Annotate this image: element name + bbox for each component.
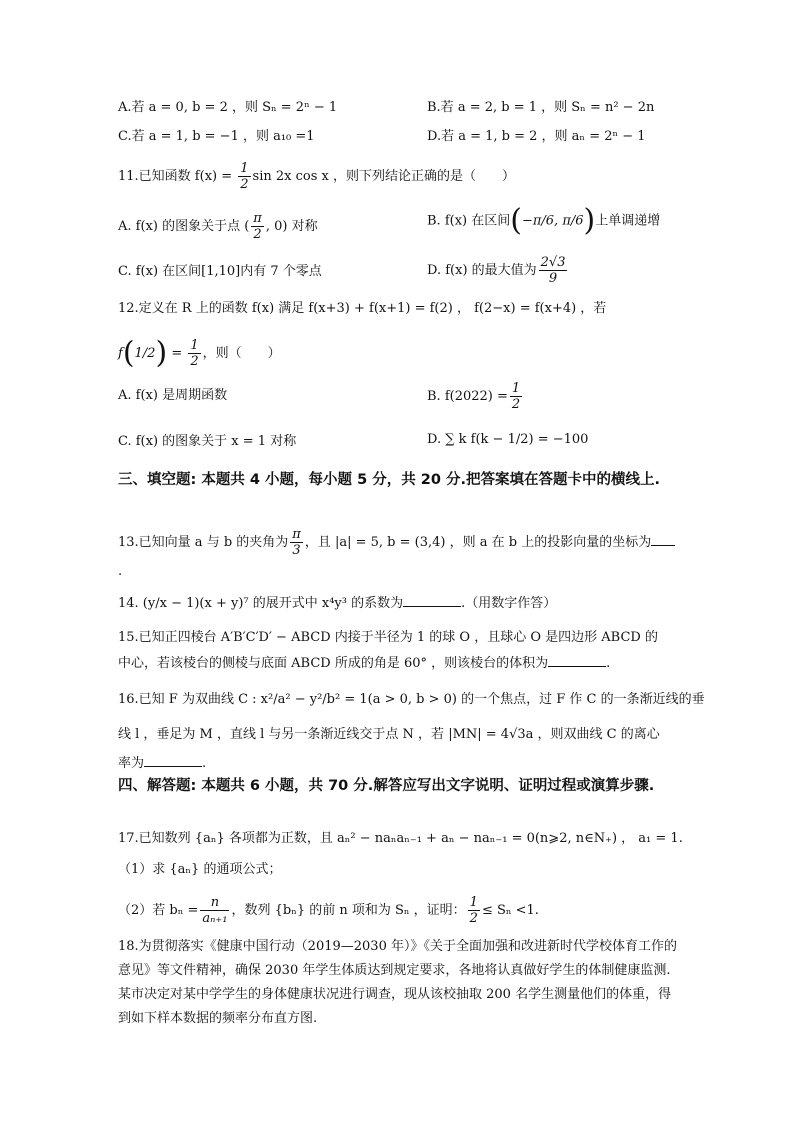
q13-end: .: [118, 564, 123, 579]
q15-stem-line1: 15.已知正四棱台 A′B′C′D′ − ABCD 内接于半径为 1 的球 O ，且球心 O 是四边形 ABCD 的: [118, 630, 658, 645]
section-3-heading: 三、填空题: 本题共 4 小题，每小题 5 分，共 20 分.把答案填在答题卡中的横线上.: [118, 472, 661, 488]
q14-answer-blank: [403, 592, 461, 607]
q15-answer-blank: [548, 652, 606, 667]
q16-stem-line3: 率为 .: [118, 752, 206, 774]
q10-option-c: C.若 a = 1, b = −1 ，则 a₁₀ =1: [118, 129, 315, 144]
q16-stem-line2: 线 l ，垂足为 M ，直线 l 与另一条渐近线交于点 N ，若 |MN| = 4√3a ，则双曲线 C 的离心: [118, 727, 660, 742]
q11-option-c: C. f(x) 在区间[1,10]内有 7 个零点: [118, 264, 322, 279]
q18-stem: 18.为贯彻落实《健康中国行动（2019—2030 年）》《关于全面加强和改进新时代学校体育工作的意见》等文件精神，确保 2030 年学生体质达到规定要求，各地将认真做好学生的体制健康监测.某市决定对某中学学生的身体健康状况进行调查，现从该校抽取 200 名学生测量他们的体重，得到如下样本数据的频率分布直方图.: [118, 939, 677, 1026]
q12-option-b: B. f(2022) = $\frac{1}{2}$: [427, 381, 521, 412]
q11-stem: 11.已知函数 f(x) = $\frac{1}{2}$ sin 2x cos x ，则下列结论正确的是（ ）: [118, 161, 515, 192]
q13-answer-blank: [651, 531, 675, 546]
q12-stem-line1: 12.定义在 R 上的函数 f(x) 满足 f(x+3) + f(x+1) = f(2) ， f(2−x) = f(x+4) ，若: [118, 301, 607, 316]
q11-option-b: B. f(x) 在区间(−π/6, π/6)上单调递增: [427, 203, 661, 238]
q15-stem-line2: 中心，若该棱台的侧棱与底面 ABCD 所成的角是 60° ，则该棱台的体积为 .: [118, 652, 610, 674]
q17-stem: 17.已知数列 {aₙ} 各项都为正数，且 aₙ² − naₙaₙ₋₁ + aₙ − naₙ₋₁ = 0(n⩾2, n∈N₊) ， a₁ = 1.: [118, 831, 683, 846]
q17-part1: （1）求 {aₙ} 的通项公式；: [118, 862, 282, 877]
q10-option-d: D.若 a = 1, b = 2 ，则 aₙ = 2ⁿ − 1: [427, 129, 646, 144]
q12-stem-line2: f(1/2) = $\frac{1}{2}$ ，则（ ）: [118, 335, 281, 371]
q17-part2: （2）若 bₙ = $\frac{n}{\text{aₙ₊₁}}$ ，数列 {bₙ} 的前 n 项和为 Sₙ ，证明： $\frac{1}{2}$ ≤ Sₙ <1.: [118, 895, 539, 926]
q14-stem: 14. (y/x − 1)(x + y)⁷ 的展开式中 x⁴y³ 的系数为 .（用数字作答）: [118, 592, 556, 614]
q16-stem-line1: 16.已知 F 为双曲线 C : x²/a² − y²/b² = 1(a > 0, b > 0) 的一个焦点，过 F 作 C 的一条渐近线的垂: [118, 692, 705, 707]
q12-option-a: A. f(x) 是周期函数: [118, 388, 228, 403]
q11-option-a: A. f(x) 的图象关于点 ( $\frac{\pi}{2}$ , 0) 对称: [118, 211, 318, 242]
q12-option-d: D. ∑ k f(k − 1/2) = −100: [427, 432, 589, 447]
q16-answer-blank: [144, 752, 202, 767]
q12-option-c: C. f(x) 的图象关于 x = 1 对称: [118, 434, 297, 449]
section-4-heading: 四、解答题: 本题共 6 小题，共 70 分.解答应写出文字说明、证明过程或演算步骤.: [118, 778, 655, 794]
q11-option-d: D. f(x) 的最大值为 $\frac{2√3}{9}$: [427, 255, 566, 286]
q13-stem: 13.已知向量 a 与 b 的夹角为 $\frac{\pi}{3}$ ，且 |a| = 5, b = (3,4) ，则 a 在 b 上的投影向量的坐标为: [118, 527, 675, 558]
q10-option-b: B.若 a = 2, b = 1 ，则 Sₙ = n² − 2n: [427, 100, 655, 115]
q10-option-a: A.若 a = 0, b = 2 ，则 Sₙ = 2ⁿ − 1: [118, 100, 338, 115]
